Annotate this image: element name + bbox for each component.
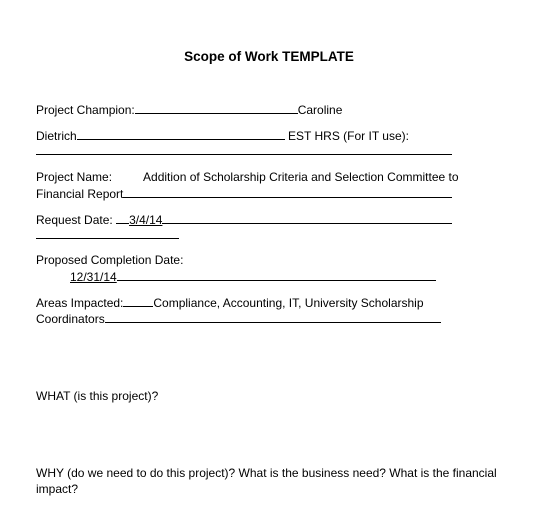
proposed-completion-blank (117, 268, 436, 281)
request-date-blank (162, 211, 452, 224)
project-champion-line (36, 101, 342, 118)
areas-impacted-value-line1: Compliance, Accounting, IT, University Scholarship (153, 296, 424, 310)
what-question: WHAT (is this project)? (36, 389, 159, 403)
project-champion-first-name: Caroline (297, 103, 343, 117)
areas-impacted-blank (105, 310, 441, 323)
request-date-rule (36, 238, 179, 239)
est-hrs-rule (36, 154, 452, 155)
project-champion-blank (135, 101, 298, 114)
project-name-value-line2: Financial Report (36, 187, 124, 201)
project-name-line (36, 169, 459, 185)
request-date-label: Request Date: (36, 213, 113, 227)
request-date-line (36, 211, 452, 228)
proposed-completion-value-line (36, 268, 436, 285)
project-champion-last-blank (77, 127, 285, 140)
areas-impacted-value-line2: Coordinators (36, 312, 105, 326)
proposed-completion-label: Proposed Completion Date: (36, 253, 184, 267)
proposed-completion-value: 12/31/14 (70, 270, 117, 284)
proposed-completion-line (36, 252, 183, 268)
est-hrs-label: EST HRS (For IT use): (288, 129, 409, 143)
why-question-line2: impact? (36, 482, 79, 496)
why-question-line1: WHY (do we need to do this project)? What is the business need? What is the financial (36, 466, 497, 480)
project-name-line-2 (36, 185, 452, 202)
project-champion-est-line (36, 127, 409, 144)
project-name-label: Project Name: (36, 170, 113, 184)
page-title: Scope of Work TEMPLATE (184, 49, 354, 64)
areas-impacted-label: Areas Impacted: (36, 296, 124, 310)
project-champion-last-name: Dietrich (36, 129, 77, 143)
areas-impacted-line (36, 294, 424, 311)
project-name-value-line1: Addition of Scholarship Criteria and Selection Committee to (143, 170, 459, 184)
areas-impacted-line-2 (36, 310, 441, 327)
project-champion-label: Project Champion: (36, 103, 135, 117)
project-name-blank (123, 185, 452, 198)
request-date-value: 3/4/14 (129, 213, 163, 227)
